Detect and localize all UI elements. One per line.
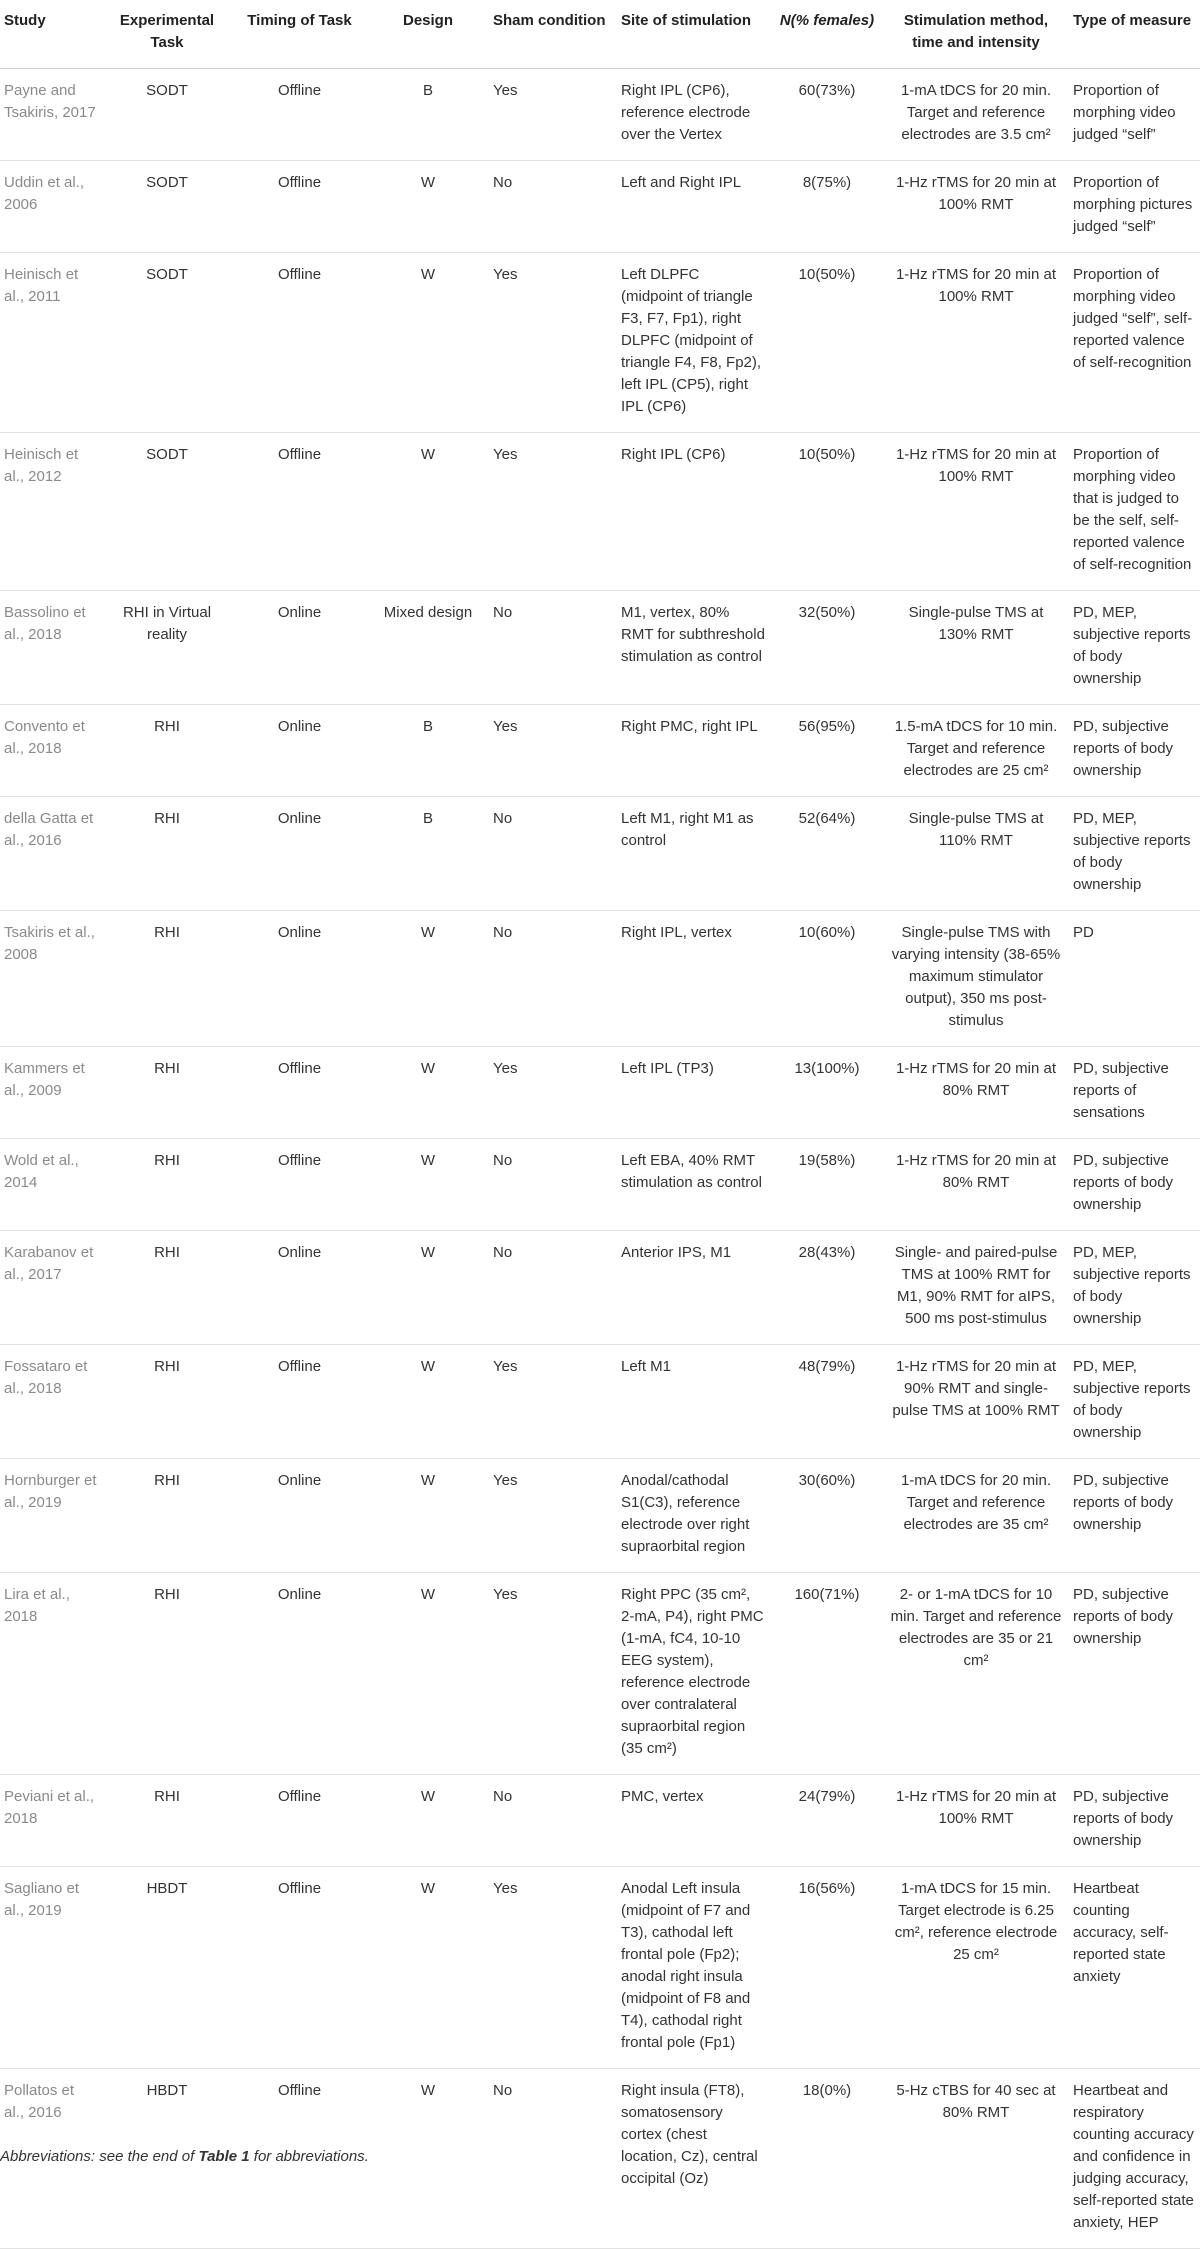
cell-stimulation-method: 2- or 1-mA tDCS for 10 min. Target and reference electrodes are 35 or 21 cm² (885, 1573, 1069, 1775)
cell-stimulation-method: Single-pulse TMS with varying intensity (38-65% maximum stimulator output), 350 ms post-stimulus (885, 911, 1069, 1047)
cell-design: B (369, 797, 489, 911)
table-row (0, 1573, 1200, 1775)
table-row (0, 797, 1200, 911)
cell-stimulation-method: Single- and paired-pulse TMS at 100% RMT for M1, 90% RMT for aIPS, 500 ms post-stimulus (885, 1231, 1069, 1345)
cell-stimulation-method: 1-Hz rTMS for 20 min at 100% RMT (885, 253, 1069, 433)
cell-n-females: 18(0%) (771, 2069, 885, 2249)
cell-study: Heinisch et al., 2012 (0, 433, 104, 591)
cell-timing: Offline (232, 1047, 369, 1139)
cell-sham-condition: No (489, 797, 617, 911)
cell-stimulation-method: 1.5-mA tDCS for 10 min. Target and reference electrodes are 25 cm² (885, 705, 1069, 797)
cell-study: Convento et al., 2018 (0, 705, 104, 797)
cell-design: W (369, 1573, 489, 1775)
cell-stimulation-method: 1-Hz rTMS for 20 min at 100% RMT (885, 161, 1069, 253)
cell-stimulation-method: 1-mA tDCS for 20 min. Target and reference electrodes are 3.5 cm² (885, 69, 1069, 161)
cell-timing: Online (232, 1459, 369, 1573)
cell-sham-condition: Yes (489, 1345, 617, 1459)
cell-experimental-task: RHI (104, 1139, 232, 1231)
cell-n-females: 16(56%) (771, 1867, 885, 2069)
cell-stimulation-method: 5-Hz cTBS for 40 sec at 80% RMT (885, 2069, 1069, 2249)
table-row (0, 1139, 1200, 1231)
cell-study: della Gatta et al., 2016 (0, 797, 104, 911)
cell-stimulation-method: 1-Hz rTMS for 20 min at 90% RMT and single-pulse TMS at 100% RMT (885, 1345, 1069, 1459)
cell-type-of-measure: PD, subjective reports of sensations (1069, 1047, 1200, 1139)
table-row (0, 591, 1200, 705)
cell-n-females: 48(79%) (771, 1345, 885, 1459)
cell-type-of-measure: Proportion of morphing video judged “self”, self-reported valence of self-recognition (1069, 253, 1200, 433)
cell-study: Sagliano et al., 2019 (0, 1867, 104, 2069)
cell-stimulation-method: 1-Hz rTMS for 20 min at 80% RMT (885, 1047, 1069, 1139)
table-row (0, 1459, 1200, 1573)
cell-design: W (369, 1139, 489, 1231)
header-stimulation-method: Stimulation method, time and intensity (885, 0, 1069, 69)
cell-n-females: 13(100%) (771, 1047, 885, 1139)
cell-study: Fossataro et al., 2018 (0, 1345, 104, 1459)
header-n-females: N(% females) (771, 0, 885, 69)
cell-design: W (369, 1775, 489, 1867)
cell-experimental-task: HBDT (104, 1867, 232, 2069)
cell-n-females: 10(50%) (771, 253, 885, 433)
cell-site-of-stimulation: Left M1, right M1 as control (617, 797, 771, 911)
header-study: Study (0, 0, 104, 69)
cell-experimental-task: RHI (104, 1775, 232, 1867)
cell-type-of-measure: PD, MEP, subjective reports of body ownership (1069, 1345, 1200, 1459)
cell-n-females: 10(60%) (771, 911, 885, 1047)
cell-experimental-task: SODT (104, 161, 232, 253)
cell-n-females: 28(43%) (771, 1231, 885, 1345)
cell-timing: Offline (232, 161, 369, 253)
cell-type-of-measure: PD (1069, 911, 1200, 1047)
cell-study: Peviani et al., 2018 (0, 1775, 104, 1867)
cell-site-of-stimulation: Anodal/cathodal S1(C3), reference electrode over right supraorbital region (617, 1459, 771, 1573)
cell-site-of-stimulation: Right IPL (CP6) (617, 433, 771, 591)
cell-study: Hornburger et al., 2019 (0, 1459, 104, 1573)
cell-experimental-task: RHI (104, 705, 232, 797)
cell-type-of-measure: Proportion of morphing video judged “self” (1069, 69, 1200, 161)
table-row (0, 1867, 1200, 2069)
cell-timing: Online (232, 1573, 369, 1775)
cell-n-females: 30(60%) (771, 1459, 885, 1573)
cell-type-of-measure: PD, MEP, subjective reports of body ownership (1069, 591, 1200, 705)
cell-sham-condition: Yes (489, 1459, 617, 1573)
cell-timing: Online (232, 705, 369, 797)
cell-site-of-stimulation: M1, vertex, 80% RMT for subthreshold stimulation as control (617, 591, 771, 705)
cell-study: Wold et al., 2014 (0, 1139, 104, 1231)
cell-experimental-task: SODT (104, 253, 232, 433)
footnote (0, 2148, 369, 2165)
cell-study: Tsakiris et al., 2008 (0, 911, 104, 1047)
table-row (0, 1047, 1200, 1139)
cell-type-of-measure: PD, subjective reports of body ownership (1069, 705, 1200, 797)
cell-sham-condition: Yes (489, 253, 617, 433)
cell-sham-condition: Yes (489, 1573, 617, 1775)
table-header (0, 0, 1200, 69)
cell-n-females: 8(75%) (771, 161, 885, 253)
cell-type-of-measure: Heartbeat and respiratory counting accuracy and confidence in judging accuracy, self-reported state anxiety, HEP (1069, 2069, 1200, 2249)
table-row (0, 1345, 1200, 1459)
cell-site-of-stimulation: Anodal Left insula (midpoint of F7 and T3), cathodal left frontal pole (Fp2); anodal right insula (midpoint of F8 and T4), cathodal right frontal pole (Fp1) (617, 1867, 771, 2069)
cell-design: W (369, 1867, 489, 2069)
header-timing-of-task: Timing of Task (232, 0, 369, 69)
cell-design: B (369, 705, 489, 797)
header-design: Design (369, 0, 489, 69)
cell-timing: Online (232, 591, 369, 705)
cell-stimulation-method: 1-Hz rTMS for 20 min at 80% RMT (885, 1139, 1069, 1231)
cell-study: Heinisch et al., 2011 (0, 253, 104, 433)
cell-n-females: 10(50%) (771, 433, 885, 591)
cell-n-females: 52(64%) (771, 797, 885, 911)
table-row (0, 705, 1200, 797)
cell-experimental-task: RHI (104, 1459, 232, 1573)
cell-design: W (369, 1231, 489, 1345)
cell-experimental-task: RHI in Virtual reality (104, 591, 232, 705)
cell-sham-condition: No (489, 2069, 617, 2249)
cell-n-females: 24(79%) (771, 1775, 885, 1867)
cell-sham-condition: Yes (489, 69, 617, 161)
cell-experimental-task: RHI (104, 911, 232, 1047)
table-row (0, 161, 1200, 253)
footnote-suffix: for abbreviations. (249, 2148, 369, 2165)
cell-type-of-measure: PD, subjective reports of body ownership (1069, 1775, 1200, 1867)
cell-site-of-stimulation: Left EBA, 40% RMT stimulation as control (617, 1139, 771, 1231)
header-type-of-measure: Type of measure (1069, 0, 1200, 69)
cell-type-of-measure: Proportion of morphing pictures judged “self” (1069, 161, 1200, 253)
table-row (0, 1775, 1200, 1867)
cell-experimental-task: RHI (104, 1047, 232, 1139)
cell-stimulation-method: 1-Hz rTMS for 20 min at 100% RMT (885, 433, 1069, 591)
cell-site-of-stimulation: Right insula (FT8), somatosensory cortex (chest location, Cz), central occipital (Oz) (617, 2069, 771, 2249)
header-site-of-stimulation: Site of stimulation (617, 0, 771, 69)
cell-n-females: 56(95%) (771, 705, 885, 797)
cell-sham-condition: Yes (489, 1047, 617, 1139)
header-experimental-task: Experimental Task (104, 0, 232, 69)
cell-experimental-task: SODT (104, 433, 232, 591)
cell-n-females: 160(71%) (771, 1573, 885, 1775)
cell-sham-condition: No (489, 161, 617, 253)
cell-n-females: 32(50%) (771, 591, 885, 705)
table-row (0, 253, 1200, 433)
cell-sham-condition: No (489, 911, 617, 1047)
header-row (0, 0, 1200, 69)
cell-timing: Online (232, 1231, 369, 1345)
cell-timing: Offline (232, 433, 369, 591)
cell-stimulation-method: 1-mA tDCS for 15 min. Target electrode is 6.25 cm², reference electrode 25 cm² (885, 1867, 1069, 2069)
cell-site-of-stimulation: Left IPL (TP3) (617, 1047, 771, 1139)
cell-site-of-stimulation: Left DLPFC (midpoint of triangle F3, F7, Fp1), right DLPFC (midpoint of triangle F4, F8, Fp2), left IPL (CP5), right IPL (CP6) (617, 253, 771, 433)
cell-site-of-stimulation: Left and Right IPL (617, 161, 771, 253)
cell-study: Uddin et al., 2006 (0, 161, 104, 253)
cell-design: W (369, 2069, 489, 2249)
cell-study: Payne and Tsakiris, 2017 (0, 69, 104, 161)
cell-design: W (369, 1345, 489, 1459)
table-body (0, 69, 1200, 2249)
cell-stimulation-method: 1-Hz rTMS for 20 min at 100% RMT (885, 1775, 1069, 1867)
cell-experimental-task: SODT (104, 69, 232, 161)
cell-experimental-task: RHI (104, 797, 232, 911)
footnote-prefix: Abbreviations: see the end of (0, 2148, 199, 2165)
cell-timing: Offline (232, 1139, 369, 1231)
cell-design: W (369, 911, 489, 1047)
cell-sham-condition: No (489, 1231, 617, 1345)
cell-stimulation-method: Single-pulse TMS at 110% RMT (885, 797, 1069, 911)
cell-sham-condition: Yes (489, 1867, 617, 2069)
cell-study: Bassolino et al., 2018 (0, 591, 104, 705)
cell-design: W (369, 433, 489, 591)
cell-n-females: 60(73%) (771, 69, 885, 161)
cell-timing: Offline (232, 1775, 369, 1867)
cell-type-of-measure: PD, subjective reports of body ownership (1069, 1139, 1200, 1231)
header-sham-condition: Sham condition (489, 0, 617, 69)
cell-site-of-stimulation: Left M1 (617, 1345, 771, 1459)
cell-experimental-task: RHI (104, 1231, 232, 1345)
table-row (0, 1231, 1200, 1345)
cell-type-of-measure: PD, MEP, subjective reports of body ownership (1069, 1231, 1200, 1345)
cell-site-of-stimulation: Right PMC, right IPL (617, 705, 771, 797)
footnote-table-ref: Table 1 (198, 2148, 250, 2165)
cell-timing: Online (232, 797, 369, 911)
cell-design: W (369, 1047, 489, 1139)
cell-timing: Offline (232, 1345, 369, 1459)
table-row (0, 911, 1200, 1047)
cell-design: B (369, 69, 489, 161)
cell-type-of-measure: PD, subjective reports of body ownership (1069, 1459, 1200, 1573)
cell-sham-condition: No (489, 591, 617, 705)
cell-design: Mixed design (369, 591, 489, 705)
cell-design: W (369, 1459, 489, 1573)
cell-sham-condition: Yes (489, 705, 617, 797)
cell-stimulation-method: 1-mA tDCS for 20 min. Target and reference electrodes are 35 cm² (885, 1459, 1069, 1573)
table-row (0, 69, 1200, 161)
cell-study: Pollatos et al., 2016 (0, 2069, 104, 2249)
cell-sham-condition: No (489, 1775, 617, 1867)
cell-design: W (369, 161, 489, 253)
cell-design: W (369, 253, 489, 433)
cell-experimental-task: RHI (104, 1345, 232, 1459)
cell-site-of-stimulation: Anterior IPS, M1 (617, 1231, 771, 1345)
cell-site-of-stimulation: PMC, vertex (617, 1775, 771, 1867)
cell-study: Lira et al., 2018 (0, 1573, 104, 1775)
cell-timing: Offline (232, 2069, 369, 2249)
cell-type-of-measure: PD, MEP, subjective reports of body ownership (1069, 797, 1200, 911)
cell-timing: Online (232, 911, 369, 1047)
cell-timing: Offline (232, 1867, 369, 2069)
cell-experimental-task: RHI (104, 1573, 232, 1775)
cell-experimental-task: HBDT (104, 2069, 232, 2249)
table-row (0, 433, 1200, 591)
cell-type-of-measure: Heartbeat counting accuracy, self-reported state anxiety (1069, 1867, 1200, 2069)
cell-study: Karabanov et al., 2017 (0, 1231, 104, 1345)
cell-site-of-stimulation: Right IPL (CP6), reference electrode over the Vertex (617, 69, 771, 161)
cell-site-of-stimulation: Right PPC (35 cm², 2-mA, P4), right PMC (1-mA, fC4, 10-10 EEG system), reference electrode over contralateral supraorbital region (35 cm²) (617, 1573, 771, 1775)
cell-timing: Offline (232, 69, 369, 161)
cell-type-of-measure: Proportion of morphing video that is judged to be the self, self-reported valence of self-recognition (1069, 433, 1200, 591)
cell-site-of-stimulation: Right IPL, vertex (617, 911, 771, 1047)
cell-sham-condition: Yes (489, 433, 617, 591)
cell-n-females: 19(58%) (771, 1139, 885, 1231)
cell-type-of-measure: PD, subjective reports of body ownership (1069, 1573, 1200, 1775)
cell-sham-condition: No (489, 1139, 617, 1231)
cell-stimulation-method: Single-pulse TMS at 130% RMT (885, 591, 1069, 705)
cell-timing: Offline (232, 253, 369, 433)
cell-study: Kammers et al., 2009 (0, 1047, 104, 1139)
